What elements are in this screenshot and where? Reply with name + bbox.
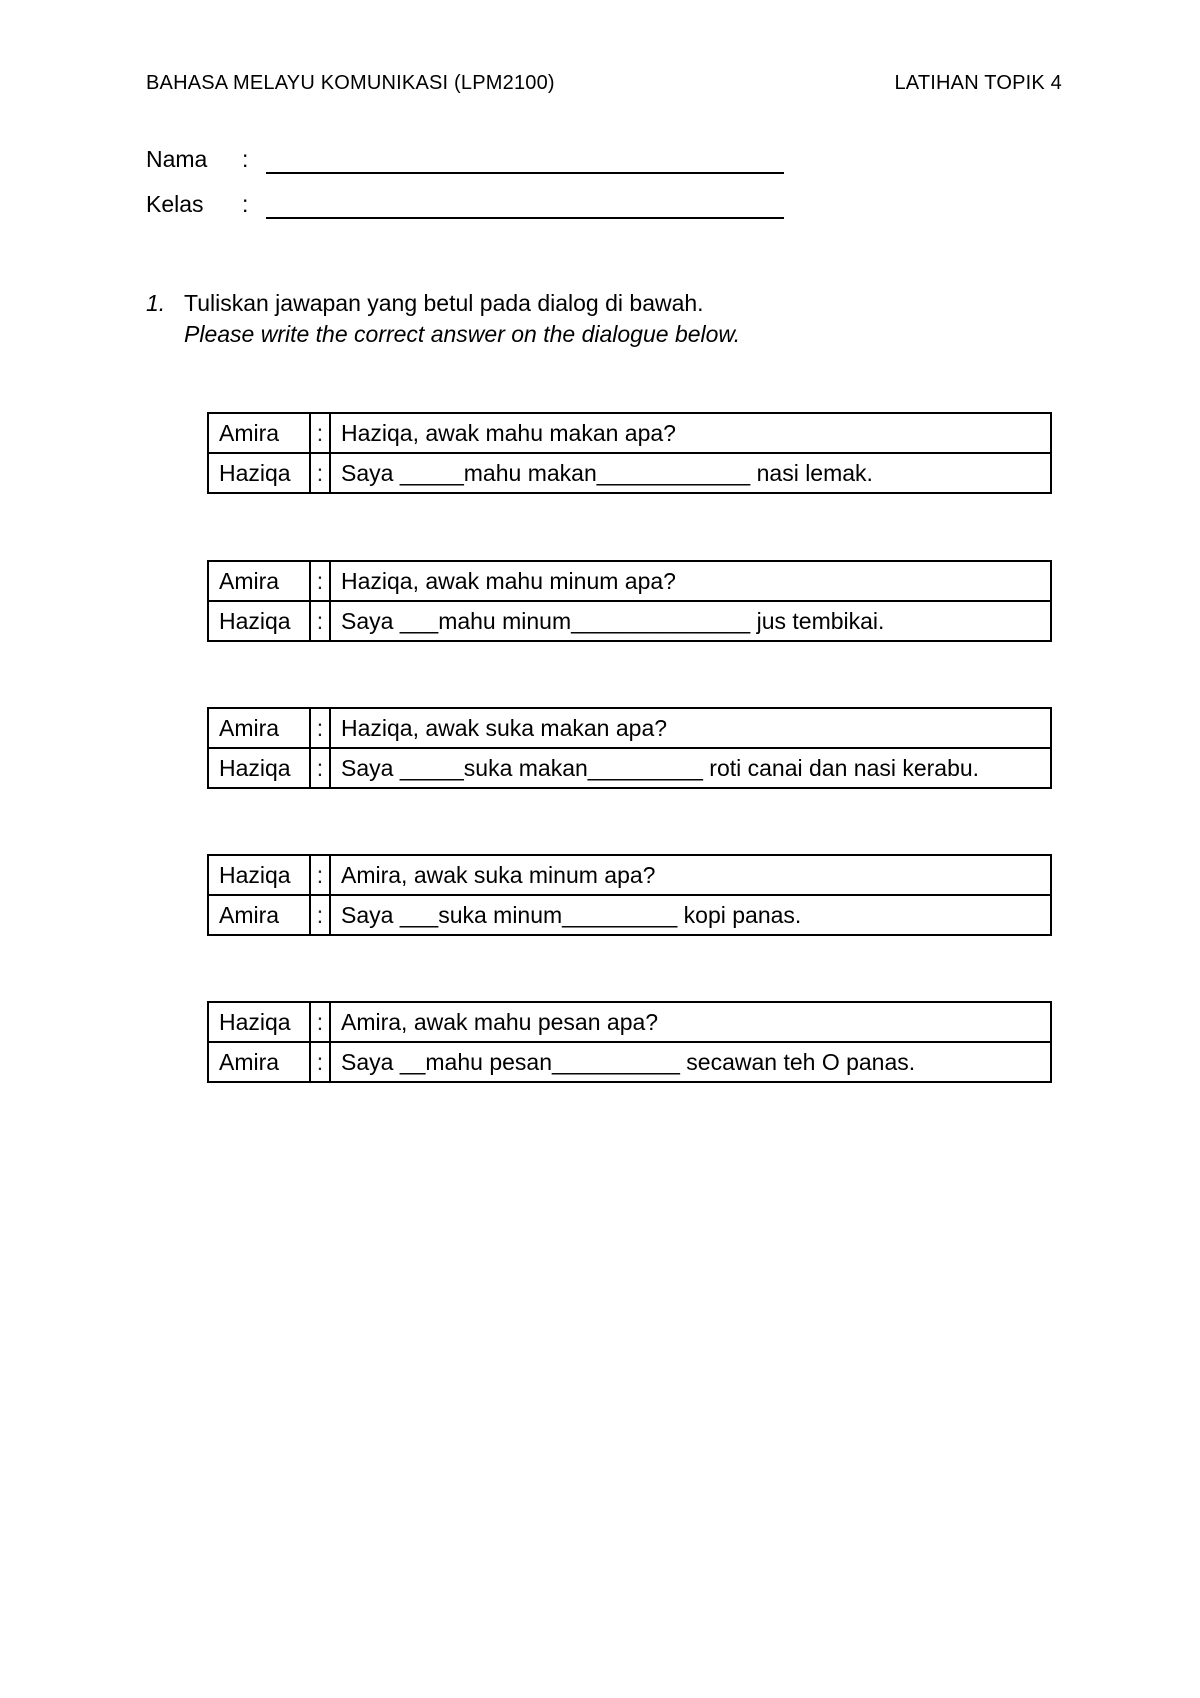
exercise-title: LATIHAN TOPIK 4 xyxy=(894,72,1062,94)
speaker-name: Haziqa xyxy=(208,453,310,493)
speaker-name: Amira xyxy=(208,413,310,453)
dialog-row xyxy=(208,453,1051,493)
speaker-name: Haziqa xyxy=(208,855,310,895)
speaker-colon: : xyxy=(310,895,330,935)
speaker-name: Haziqa xyxy=(208,1002,310,1042)
dialog-row xyxy=(208,708,1051,748)
dialog-row xyxy=(208,413,1051,453)
dialog-table xyxy=(207,560,1052,642)
dialog-answer-line[interactable]: Saya ___suka minum_________ kopi panas. xyxy=(330,895,1051,935)
dialog-answer-line[interactable]: Saya ___mahu minum______________ jus tembikai. xyxy=(330,601,1051,641)
dialog-table xyxy=(207,854,1052,936)
speaker-colon: : xyxy=(310,601,330,641)
speaker-colon: : xyxy=(310,561,330,601)
name-answer-line[interactable] xyxy=(266,172,784,174)
dialog-row xyxy=(208,1002,1051,1042)
dialog-line: Haziqa, awak mahu makan apa? xyxy=(330,413,1051,453)
course-title: BAHASA MELAYU KOMUNIKASI (LPM2100) xyxy=(146,72,555,94)
class-colon: : xyxy=(242,191,249,217)
speaker-name: Haziqa xyxy=(208,601,310,641)
speaker-name: Amira xyxy=(208,895,310,935)
name-label: Nama xyxy=(146,146,208,172)
speaker-colon: : xyxy=(310,1042,330,1082)
dialog-line: Haziqa, awak suka makan apa? xyxy=(330,708,1051,748)
dialog-answer-line[interactable]: Saya __mahu pesan__________ secawan teh O panas. xyxy=(330,1042,1051,1082)
speaker-name: Amira xyxy=(208,708,310,748)
dialog-table xyxy=(207,707,1052,789)
instruction-malay: Tuliskan jawapan yang betul pada dialog di bawah. xyxy=(184,290,704,316)
speaker-colon: : xyxy=(310,708,330,748)
dialog-answer-line[interactable]: Saya _____suka makan_________ roti canai dan nasi kerabu. xyxy=(330,748,1051,788)
dialog-line: Amira, awak mahu pesan apa? xyxy=(330,1002,1051,1042)
dialog-table xyxy=(207,1001,1052,1083)
dialog-line: Amira, awak suka minum apa? xyxy=(330,855,1051,895)
speaker-colon: : xyxy=(310,1002,330,1042)
dialog-row xyxy=(208,1042,1051,1082)
class-label: Kelas xyxy=(146,191,204,217)
speaker-colon: : xyxy=(310,855,330,895)
question-text xyxy=(184,288,740,350)
speaker-colon: : xyxy=(310,748,330,788)
speaker-colon: : xyxy=(310,413,330,453)
speaker-name: Amira xyxy=(208,1042,310,1082)
question-number: 1. xyxy=(146,290,166,316)
dialog-row xyxy=(208,895,1051,935)
class-answer-line[interactable] xyxy=(266,217,784,219)
instruction-english: Please write the correct answer on the dialogue below. xyxy=(184,321,741,347)
speaker-name: Haziqa xyxy=(208,748,310,788)
dialog-row xyxy=(208,601,1051,641)
speaker-name: Amira xyxy=(208,561,310,601)
dialog-row xyxy=(208,855,1051,895)
speaker-colon: : xyxy=(310,453,330,493)
dialog-row xyxy=(208,561,1051,601)
dialog-row xyxy=(208,748,1051,788)
name-colon: : xyxy=(242,146,249,172)
dialog-answer-line[interactable]: Saya _____mahu makan____________ nasi lemak. xyxy=(330,453,1051,493)
dialog-line: Haziqa, awak mahu minum apa? xyxy=(330,561,1051,601)
dialog-table xyxy=(207,412,1052,494)
